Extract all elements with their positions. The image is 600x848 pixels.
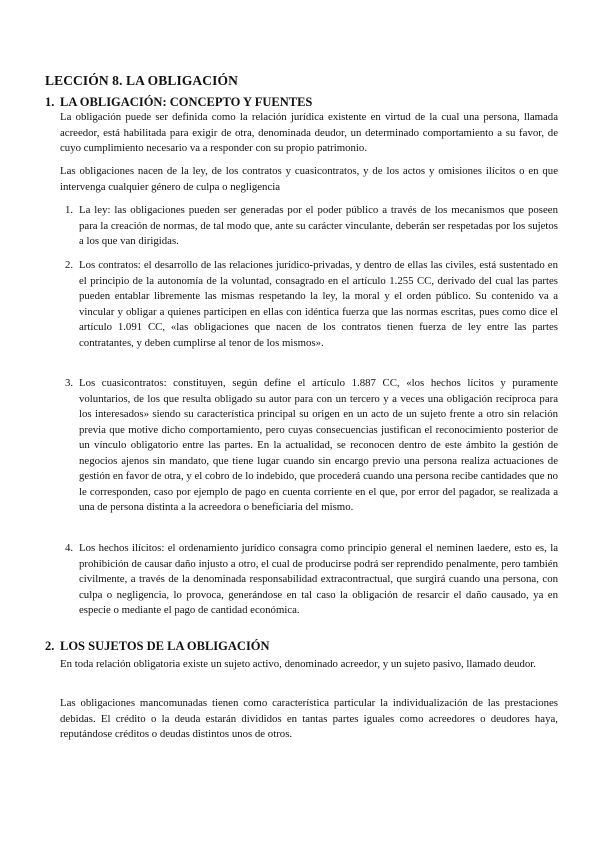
list-item-text: La ley: las obligaciones pueden ser generadas por el poder público a través de los mecanismos que poseen para la creación de normas, de tal modo que, ante su carácter vinculante, deberán ser respetadas por los sujetos a los que van dirigidas. — [79, 204, 558, 247]
page-title: LECCIÓN 8. LA OBLIGACIÓN — [45, 73, 238, 88]
section-heading-sujetos — [45, 639, 270, 654]
list-item-ley — [65, 203, 558, 250]
paragraph-sources: Las obligaciones nacen de la ley, de los contratos y cuasicontratos, y de los actos y omisiones ilícitos o en que intervenga cualquier género de culpa o negligencia — [60, 165, 558, 193]
paragraph-mancomunadas: Las obligaciones mancomunadas tienen como característica particular la individualización de las prestaciones debidas. El crédito o la deuda estarán divididos en tantas partes iguales como acreedores o deudores haya, reputándose créditos o deudas distintos unos de otros. — [60, 697, 558, 740]
list-item-text: Los contratos: el desarrollo de las relaciones jurídico-privadas, y dentro de ellas las civiles, está sustentado en el principio de la autonomía de la voluntad, consagrado en el artículo 1.255 CC, derivado del cual las partes pueden entablar libremente las mismas respetando la ley, la moral y el orden público. Su contenido va a vincular y obligar a quienes participen en ellas con idéntica fuerza que las normas escritas, pues como dice el artículo 1.091 CC, «las obligaciones que nacen de los contratos tienen fuerza de ley entre las partes contratantes, y deben cumplirse al tenor de los mismos». — [79, 259, 558, 349]
list-item-number: 4. — [65, 542, 74, 554]
paragraph-sujetos: En toda relación obligatoria existe un sujeto activo, denominado acreedor, y un sujeto pasivo, llamado deudor. — [60, 658, 536, 670]
list-item-hechos-ilicitos — [65, 541, 558, 619]
list-item-text: Los cuasicontratos: constituyen, según define el artículo 1.887 CC, «los hechos lícitos y puramente voluntarios, de los que resulta obligado su autor para con un tercero y a veces una obligación recíproca para los interesados» siendo su característica principal su origen en un acto de un sujeto frente a otro sin relación previa que motive dicho comportamiento, pero cuyas consecuencias justifican el reconocimiento posterior de un vínculo obligatorio entre las partes. En la actualidad, se reconocen dentro de este ámbito la gestión de negocios ajenos sin mandato, que tiene lugar cuando sin encargo previo una persona realiza actuaciones de gestión en favor de otra, y el cobro de lo indebido, que procederá cuando una persona recibe cantidades que no le corresponden, caso por ejemplo de pago en cuenta corriente en el que, por error del pagador, se realizada a una de persona distinta a la acreedora o beneficiaria del mismo. — [79, 377, 558, 513]
list-item-number: 3. — [65, 377, 74, 389]
section-heading-text: LOS SUJETOS DE LA OBLIGACIÓN — [60, 639, 270, 653]
list-item-number: 2. — [65, 259, 74, 271]
section-number: 1. — [45, 95, 55, 109]
section-number: 2. — [45, 639, 55, 653]
paragraph-definition: La obligación puede ser definida como la relación jurídica existente en virtud de la cual una persona, llamada acreedor, está habilitada para exigir de otra, denominada deudor, un determinado comportamiento a su favor, de cuyo cumplimiento necesario va a responder con su propio patrimonio. — [60, 111, 558, 154]
list-item-text: Los hechos ilícitos: el ordenamiento jurídico consagra como principio general el neminen laedere, esto es, la prohibición de causar daño injusto a otro, el cual de producirse podrá ser reprendido penalmente, pero también civilmente, a través de la denominada responsabilidad extracontractual, que surgirá cuando una persona, con culpa o negligencia, lo provoca, generándose en tal caso la obligación de resarcir el daño causado, ya en especie o mediante el pago de cantidad económica. — [79, 542, 558, 616]
list-item-number: 1. — [65, 204, 74, 216]
section-heading-concepto — [45, 95, 312, 110]
list-item-cuasicontratos — [65, 376, 558, 516]
section-heading-text: LA OBLIGACIÓN: CONCEPTO Y FUENTES — [60, 95, 313, 109]
list-item-contratos — [65, 258, 558, 351]
